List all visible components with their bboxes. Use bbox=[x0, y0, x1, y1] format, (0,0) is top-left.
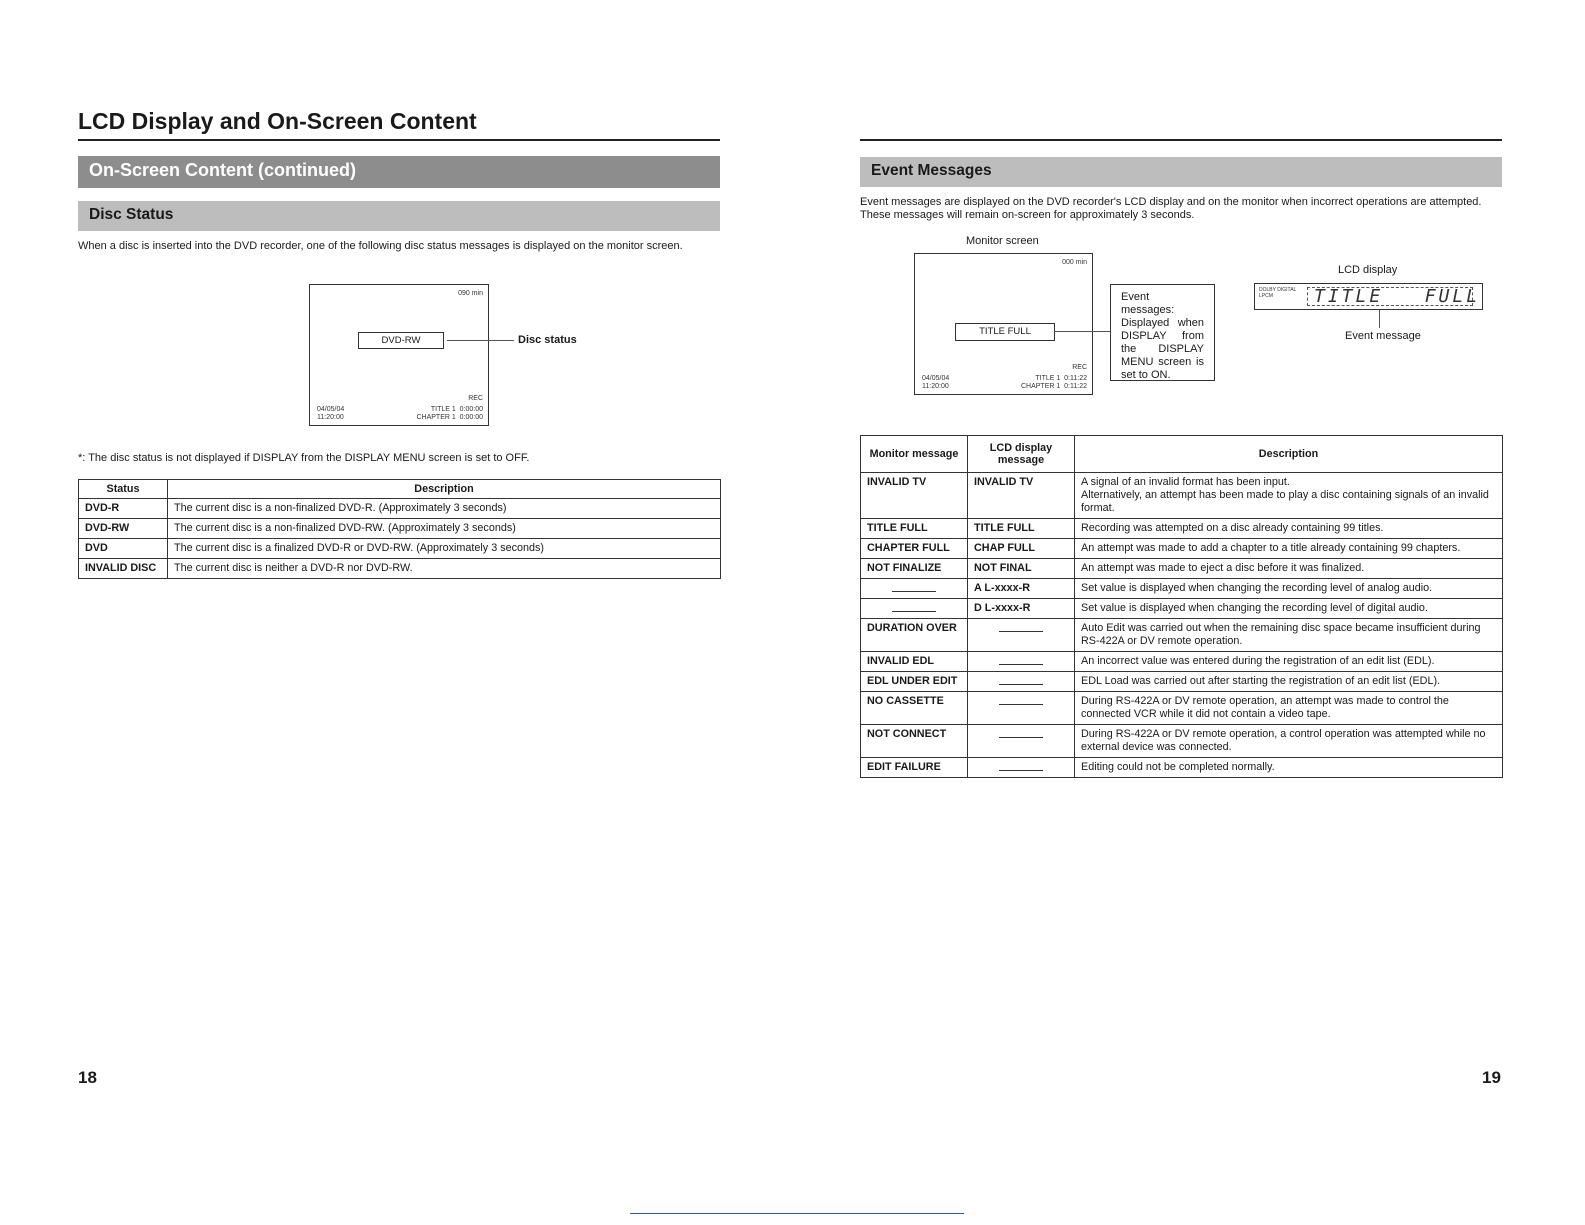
lcd-message-text: TITLE FULL bbox=[1307, 287, 1473, 306]
table-header-row bbox=[861, 436, 1503, 473]
table-row bbox=[861, 652, 1503, 672]
dash-line bbox=[999, 704, 1043, 705]
monitor-title-line: TITLE 1 0:00:00 bbox=[430, 406, 483, 413]
monitor-message-cell-empty bbox=[861, 599, 968, 619]
monitor-message-cell: NOT FINALIZE bbox=[861, 559, 968, 579]
page-number-right: 19 bbox=[1482, 1068, 1501, 1087]
lcd-leader-line bbox=[1379, 310, 1380, 328]
lcd-message-cell-empty bbox=[968, 619, 1075, 652]
monitor-message-cell-empty bbox=[861, 579, 968, 599]
description-cell: An attempt was made to add a chapter to a title already containing 99 chapters. bbox=[1075, 539, 1503, 559]
event-intro-line2: These messages will remain on-screen for approximately 3 seconds. bbox=[860, 209, 1195, 221]
column-header: Description bbox=[1075, 436, 1503, 473]
table-row bbox=[861, 539, 1503, 559]
monitor-message-cell: NO CASSETTE bbox=[861, 692, 968, 725]
description-cell: The current disc is neither a DVD-R nor DVD-RW. bbox=[168, 559, 721, 579]
lcd-message-cell-empty bbox=[968, 652, 1075, 672]
table-row bbox=[861, 672, 1503, 692]
status-cell: INVALID DISC bbox=[79, 559, 168, 579]
lcd-indicator-lpcm: LPCM bbox=[1259, 293, 1273, 299]
lcd-message-cell-empty bbox=[968, 672, 1075, 692]
description-cell: Recording was attempted on a disc already containing 99 titles. bbox=[1075, 519, 1503, 539]
table-row bbox=[861, 619, 1503, 652]
table-row bbox=[79, 539, 721, 559]
section-banner-event-messages: Event Messages bbox=[860, 157, 1502, 187]
disc-status-intro: When a disc is inserted into the DVD recorder, one of the following disc status messages is displayed on the monitor screen. bbox=[78, 240, 683, 252]
description-cell: During RS-422A or DV remote operation, an attempt was made to control the connected VCR while it did not contain a video tape. bbox=[1075, 692, 1503, 725]
page-title: LCD Display and On-Screen Content bbox=[78, 108, 477, 134]
lcd-message-cell: TITLE FULL bbox=[968, 519, 1075, 539]
description-cell: Auto Edit was carried out when the remaining disc space became insufficient during RS-422A or DV remote operation. bbox=[1075, 619, 1503, 652]
description-cell: A signal of an invalid format has been input. Alternatively, an attempt has been made to play a disc containing signals of an invalid format. bbox=[1075, 473, 1503, 519]
monitor-message-cell: DURATION OVER bbox=[861, 619, 968, 652]
table-row bbox=[79, 499, 721, 519]
monitor-message-cell: NOT CONNECT bbox=[861, 725, 968, 758]
description-cell: An attempt was made to eject a disc before it was finalized. bbox=[1075, 559, 1503, 579]
table-row bbox=[79, 519, 721, 539]
description-cell: The current disc is a finalized DVD-R or DVD-RW. (Approximately 3 seconds) bbox=[168, 539, 721, 559]
dash-line bbox=[892, 611, 936, 612]
monitor-message-cell: EDIT FAILURE bbox=[861, 758, 968, 778]
bottom-link-line bbox=[630, 1213, 964, 1214]
event-message-box: TITLE FULL bbox=[955, 323, 1055, 341]
monitor-message-cell: INVALID TV bbox=[861, 473, 968, 519]
lcd-message-cell: NOT FINAL bbox=[968, 559, 1075, 579]
lcd-message-cell: A L-xxxx-R bbox=[968, 579, 1075, 599]
lcd-display bbox=[1254, 283, 1483, 310]
monitor-date: 04/05/04 bbox=[317, 406, 345, 413]
table-header-row bbox=[79, 480, 721, 499]
monitor-date: 04/05/04 bbox=[922, 375, 950, 382]
column-header: Monitor message bbox=[861, 436, 968, 473]
table-row bbox=[861, 758, 1503, 778]
description-cell: An incorrect value was entered during the registration of an edit list (EDL). bbox=[1075, 652, 1503, 672]
monitor-chapter-line: CHAPTER 1 0:11:22 bbox=[1020, 383, 1087, 390]
dash-line bbox=[892, 591, 936, 592]
description-cell: The current disc is a non-finalized DVD-RW. (Approximately 3 seconds) bbox=[168, 519, 721, 539]
description-cell: During RS-422A or DV remote operation, a control operation was attempted while no external device was connected. bbox=[1075, 725, 1503, 758]
dash-line bbox=[999, 770, 1043, 771]
lcd-indicator-dolby: DOLBY DIGITAL bbox=[1259, 287, 1297, 293]
subsection-banner-disc-status: Disc Status bbox=[78, 201, 720, 231]
table-row bbox=[861, 599, 1503, 619]
table-row bbox=[79, 559, 721, 579]
table-row bbox=[861, 692, 1503, 725]
table-row bbox=[861, 519, 1503, 539]
description-cell: Editing could not be completed normally. bbox=[1075, 758, 1503, 778]
title-rule-left bbox=[78, 139, 720, 141]
dash-line bbox=[999, 684, 1043, 685]
disc-status-leader-line bbox=[447, 340, 514, 341]
disc-status-note: *: The disc status is not displayed if DISPLAY from the DISPLAY MENU screen is set to OFF. bbox=[78, 452, 530, 464]
monitor-rec-indicator: REC bbox=[1072, 364, 1087, 371]
monitor-chapter-line: CHAPTER 1 0:00:00 bbox=[416, 414, 483, 421]
lcd-message-cell: CHAP FULL bbox=[968, 539, 1075, 559]
disc-status-table bbox=[78, 479, 721, 579]
description-cell: EDL Load was carried out after starting the registration of an edit list (EDL). bbox=[1075, 672, 1503, 692]
lcd-message-cell-empty bbox=[968, 692, 1075, 725]
description-cell: Set value is displayed when changing the recording level of analog audio. bbox=[1075, 579, 1503, 599]
table-row bbox=[861, 725, 1503, 758]
status-cell: DVD bbox=[79, 539, 168, 559]
table-row bbox=[861, 559, 1503, 579]
monitor-message-cell: INVALID EDL bbox=[861, 652, 968, 672]
status-cell: DVD-R bbox=[79, 499, 168, 519]
lcd-message-cell: INVALID TV bbox=[968, 473, 1075, 519]
monitor-time: 11:20:00 bbox=[922, 383, 949, 390]
lcd-display-label: LCD display bbox=[1338, 264, 1398, 276]
page-number-left: 18 bbox=[78, 1068, 97, 1087]
monitor-message-cell: CHAPTER FULL bbox=[861, 539, 968, 559]
title-rule-right bbox=[860, 139, 1502, 141]
lcd-message-cell-empty bbox=[968, 725, 1075, 758]
section-banner-onscreen: On-Screen Content (continued) bbox=[78, 156, 720, 188]
monitor-message-cell: TITLE FULL bbox=[861, 519, 968, 539]
monitor-title-line: TITLE 1 0:11:22 bbox=[1035, 375, 1087, 382]
description-cell: The current disc is a non-finalized DVD-R. (Approximately 3 seconds) bbox=[168, 499, 721, 519]
event-messages-table bbox=[860, 435, 1503, 778]
description-cell: Set value is displayed when changing the recording level of digital audio. bbox=[1075, 599, 1503, 619]
monitor-screen-disc-status bbox=[309, 284, 489, 426]
dash-line bbox=[999, 631, 1043, 632]
event-callout-box: Event messages: Displayed when DISPLAY from the DISPLAY MENU screen is set to ON. bbox=[1110, 284, 1215, 381]
monitor-remaining-time: 000 min bbox=[1062, 259, 1087, 266]
monitor-rec-indicator: REC bbox=[468, 395, 483, 402]
column-header: Status bbox=[79, 480, 168, 499]
column-header: Description bbox=[168, 480, 721, 499]
lcd-message-cell: D L-xxxx-R bbox=[968, 599, 1075, 619]
status-cell: DVD-RW bbox=[79, 519, 168, 539]
event-intro-line1: Event messages are displayed on the DVD recorder's LCD display and on the monitor when incorrect operations are attempted. bbox=[860, 196, 1482, 208]
monitor-screen-label: Monitor screen bbox=[966, 235, 1039, 247]
disc-status-callout: Disc status bbox=[518, 334, 577, 346]
disc-status-box: DVD-RW bbox=[358, 332, 444, 349]
dash-line bbox=[999, 664, 1043, 665]
monitor-message-cell: EDL UNDER EDIT bbox=[861, 672, 968, 692]
event-leader-line bbox=[1054, 331, 1110, 332]
lcd-message-cell-empty bbox=[968, 758, 1075, 778]
monitor-remaining-time: 090 min bbox=[458, 290, 483, 297]
column-header: LCD display message bbox=[968, 436, 1075, 473]
monitor-screen-event bbox=[914, 253, 1093, 395]
monitor-time: 11:20:00 bbox=[317, 414, 344, 421]
table-row bbox=[861, 473, 1503, 519]
lcd-event-caption: Event message bbox=[1345, 330, 1421, 342]
table-row bbox=[861, 579, 1503, 599]
dash-line bbox=[999, 737, 1043, 738]
